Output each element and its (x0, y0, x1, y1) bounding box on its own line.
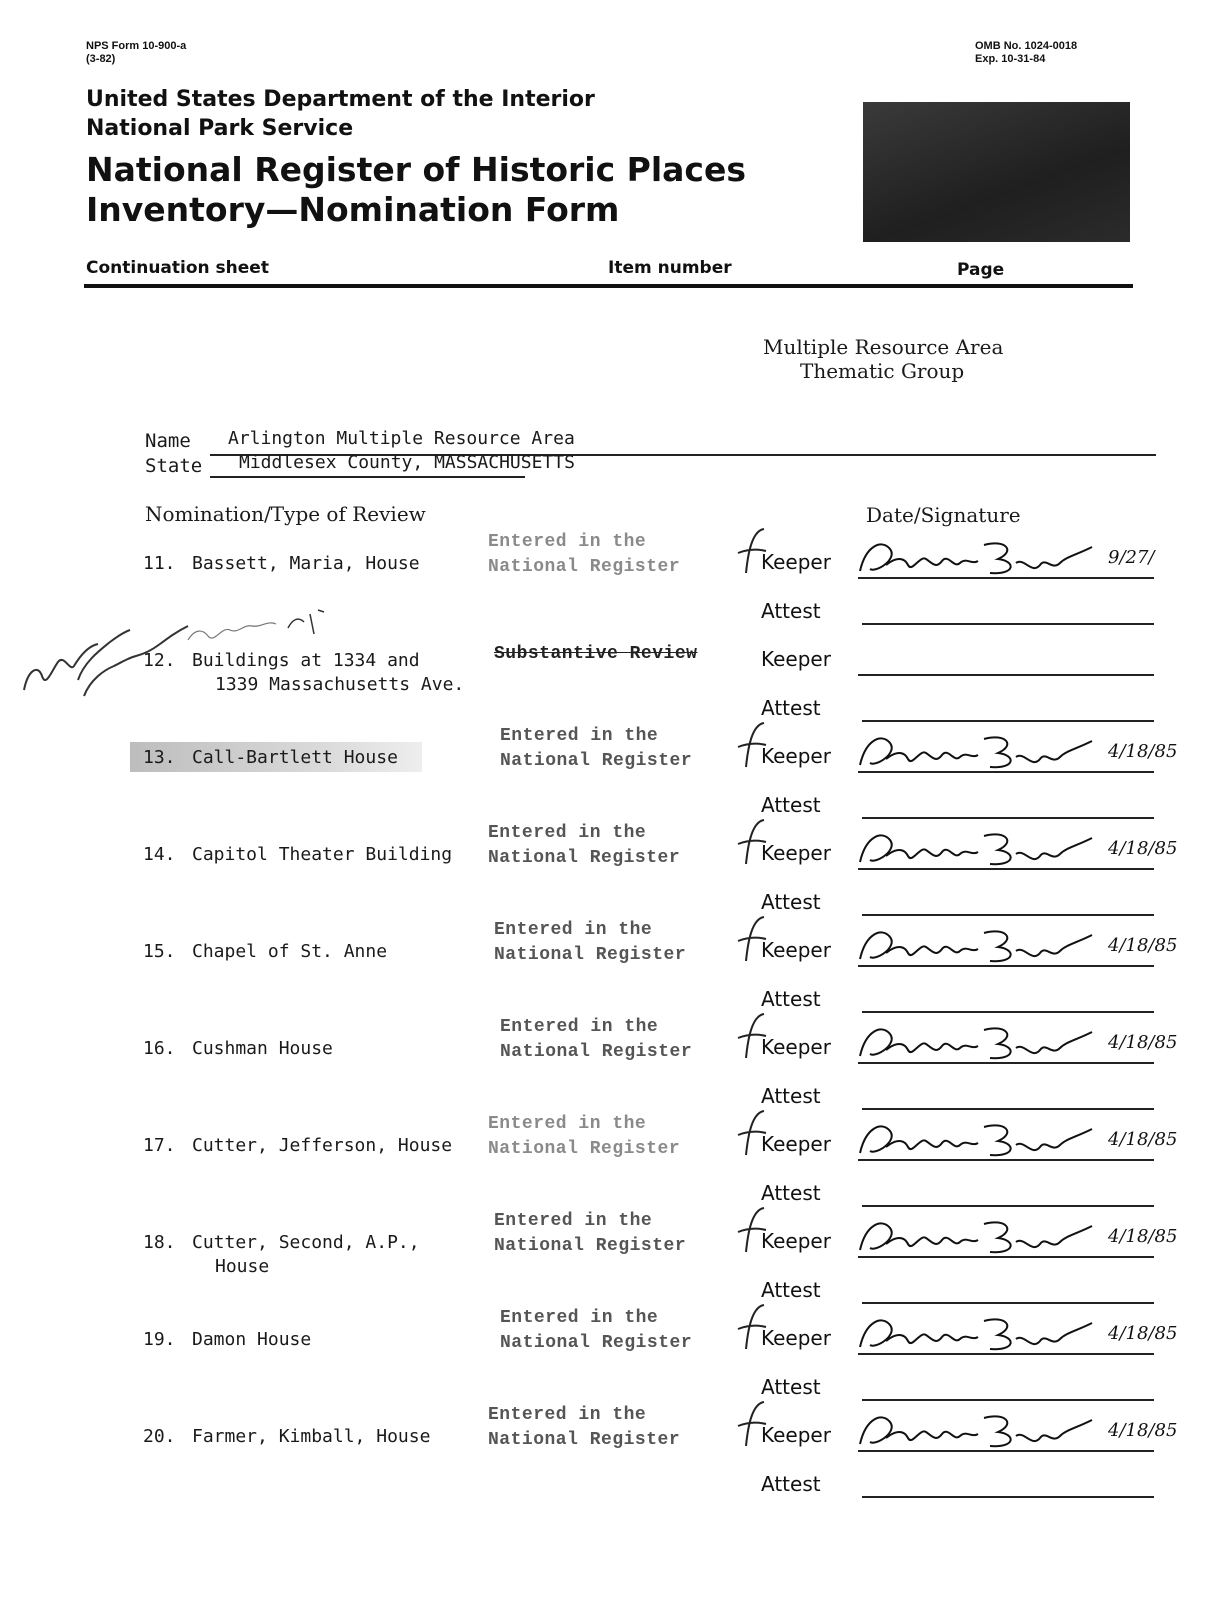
keeper-date: 4/18/85 (1108, 1032, 1178, 1053)
entry-number: 20. (143, 1426, 176, 1447)
attest-signature-line (862, 1496, 1154, 1498)
review-stamp-line2: National Register (488, 1430, 681, 1450)
keeper-date: 4/18/85 (1108, 1323, 1178, 1344)
continuation-sheet-label: Continuation sheet (86, 258, 269, 278)
entry-name: Cutter, Jefferson, House (192, 1135, 453, 1156)
keeper-date: 9/27/ (1108, 547, 1155, 568)
keeper-signature-handwriting (856, 1020, 1106, 1064)
attest-label: Attest (761, 1375, 821, 1399)
entry-name: Bassett, Maria, House (192, 553, 420, 574)
review-stamp-line1: Entered in the (488, 823, 647, 843)
review-stamp-line1: Entered in the (494, 1211, 653, 1231)
review-stamp-line1: Entered in the (488, 1114, 647, 1134)
nps-use-only-box (863, 102, 1130, 242)
review-stamp-line2: National Register (488, 557, 681, 577)
review-stamp-line1: Entered in the (488, 1405, 647, 1425)
entry-name: Capitol Theater Building (192, 844, 453, 865)
entry-name: Damon House (192, 1329, 312, 1350)
keeper-label: Keeper (761, 1132, 831, 1156)
review-stamp-line2: National Register (494, 1236, 687, 1256)
entry-name: Call-Bartlett House (192, 747, 398, 768)
service: National Park Service (86, 116, 354, 141)
keeper-signature-handwriting (856, 729, 1106, 773)
keeper-signature-handwriting (856, 1408, 1106, 1452)
entry-number: 18. (143, 1232, 176, 1253)
department: United States Department of the Interior (86, 87, 595, 112)
omb-number: OMB No. 1024-0018 Exp. 10-31-84 (975, 40, 1078, 65)
entry-number: 15. (143, 941, 176, 962)
form-title: National Register of Historic Places Inventory—Nomination Form (86, 150, 747, 229)
group-line2: Thematic Group (800, 359, 965, 383)
header-rule (84, 284, 1133, 288)
review-stamp-line1: Entered in the (500, 726, 659, 746)
review-stamp-line2: National Register (488, 1139, 681, 1159)
keeper-signature-handwriting (856, 1311, 1106, 1355)
keeper-label: Keeper (761, 1035, 831, 1059)
entry-number: 16. (143, 1038, 176, 1059)
review-stamp-line1: Entered in the (500, 1308, 659, 1328)
review-stamp-line2: National Register (500, 1333, 693, 1353)
for-handwriting (734, 814, 774, 874)
keeper-label: Keeper (761, 1326, 831, 1350)
keeper-signature-handwriting (856, 1117, 1106, 1161)
attest-label: Attest (761, 696, 821, 720)
review-stamp-line2: National Register (494, 945, 687, 965)
name-value: Arlington Multiple Resource Area (228, 428, 575, 449)
state-label: State (145, 455, 203, 477)
keeper-label: Keeper (761, 1423, 831, 1447)
keeper-label: Keeper (761, 744, 831, 768)
keeper-label: Keeper (761, 938, 831, 962)
page-label: Page (957, 260, 1005, 280)
attest-label: Attest (761, 1278, 821, 1302)
review-stamp-line1: Substantive Review (494, 644, 698, 664)
entry-name: Farmer, Kimball, House (192, 1426, 431, 1447)
review-stamp-line2: National Register (488, 848, 681, 868)
keeper-signature-handwriting (856, 535, 1106, 579)
keeper-date: 4/18/85 (1108, 935, 1178, 956)
for-handwriting (734, 523, 774, 583)
attest-signature-line (862, 1011, 1154, 1013)
group-line1: Multiple Resource Area (763, 335, 1004, 359)
keeper-label: Keeper (761, 841, 831, 865)
state-underline (210, 476, 525, 478)
keeper-date: 4/18/85 (1108, 741, 1178, 762)
keeper-date: 4/18/85 (1108, 1420, 1178, 1441)
for-handwriting (734, 1396, 774, 1456)
review-stamp-line2: National Register (500, 1042, 693, 1062)
review-stamp-line2: National Register (500, 751, 693, 771)
keeper-signature-handwriting (856, 1214, 1106, 1258)
entry-number: 17. (143, 1135, 176, 1156)
attest-label: Attest (761, 1084, 821, 1108)
keeper-signature-handwriting (856, 923, 1106, 967)
keeper-date: 4/18/85 (1108, 1226, 1178, 1247)
keeper-date: 4/18/85 (1108, 1129, 1178, 1150)
for-handwriting (734, 1008, 774, 1068)
entry-name: Cushman House (192, 1038, 333, 1059)
keeper-date: 4/18/85 (1108, 838, 1178, 859)
state-value: Middlesex County, MASSACHUSETTS (239, 452, 575, 473)
review-stamp-line1: Entered in the (488, 532, 647, 552)
entry-number: 19. (143, 1329, 176, 1350)
nomination-header: Nomination/Type of Review (145, 502, 426, 526)
for-handwriting (734, 717, 774, 777)
date-signature-header: Date/Signature (866, 503, 1021, 527)
entry-number: 13. (143, 747, 176, 768)
name-label: Name (145, 430, 191, 452)
keeper-label: Keeper (761, 647, 831, 671)
review-stamp-line1: Entered in the (494, 920, 653, 940)
entry-name-line2: House (215, 1256, 270, 1277)
attest-label: Attest (761, 1472, 821, 1496)
attest-label: Attest (761, 599, 821, 623)
attest-signature-line (862, 1108, 1154, 1110)
review-stamp-line1: Entered in the (500, 1017, 659, 1037)
attest-signature-line (862, 914, 1154, 916)
attest-signature-line (862, 1399, 1154, 1401)
entry-number: 12. (143, 650, 176, 671)
form-number: NPS Form 10-900-a (3-82) (86, 40, 187, 65)
for-handwriting (734, 1299, 774, 1359)
entry-number: 14. (143, 844, 176, 865)
keeper-signature-handwriting (856, 826, 1106, 870)
for-handwriting (734, 911, 774, 971)
attest-signature-line (862, 817, 1154, 819)
keeper-label: Keeper (761, 550, 831, 574)
keeper-signature-line (858, 674, 1154, 676)
attest-label: Attest (761, 987, 821, 1011)
attest-label: Attest (761, 1181, 821, 1205)
entry-name: Chapel of St. Anne (192, 941, 388, 962)
attest-label: Attest (761, 793, 821, 817)
attest-signature-line (862, 623, 1154, 625)
keeper-label: Keeper (761, 1229, 831, 1253)
for-handwriting (734, 1202, 774, 1262)
entry-name: Cutter, Second, A.P., (192, 1232, 420, 1253)
item-number-label: Item number (608, 258, 732, 278)
attest-signature-line (862, 1302, 1154, 1304)
agency-block (86, 85, 595, 143)
entry-name-line2: 1339 Massachusetts Ave. (215, 674, 465, 695)
attest-label: Attest (761, 890, 821, 914)
for-handwriting (734, 1105, 774, 1165)
attest-signature-line (862, 720, 1154, 722)
entry-name: Buildings at 1334 and (192, 650, 420, 671)
entry-number: 11. (143, 553, 176, 574)
attest-signature-line (862, 1205, 1154, 1207)
